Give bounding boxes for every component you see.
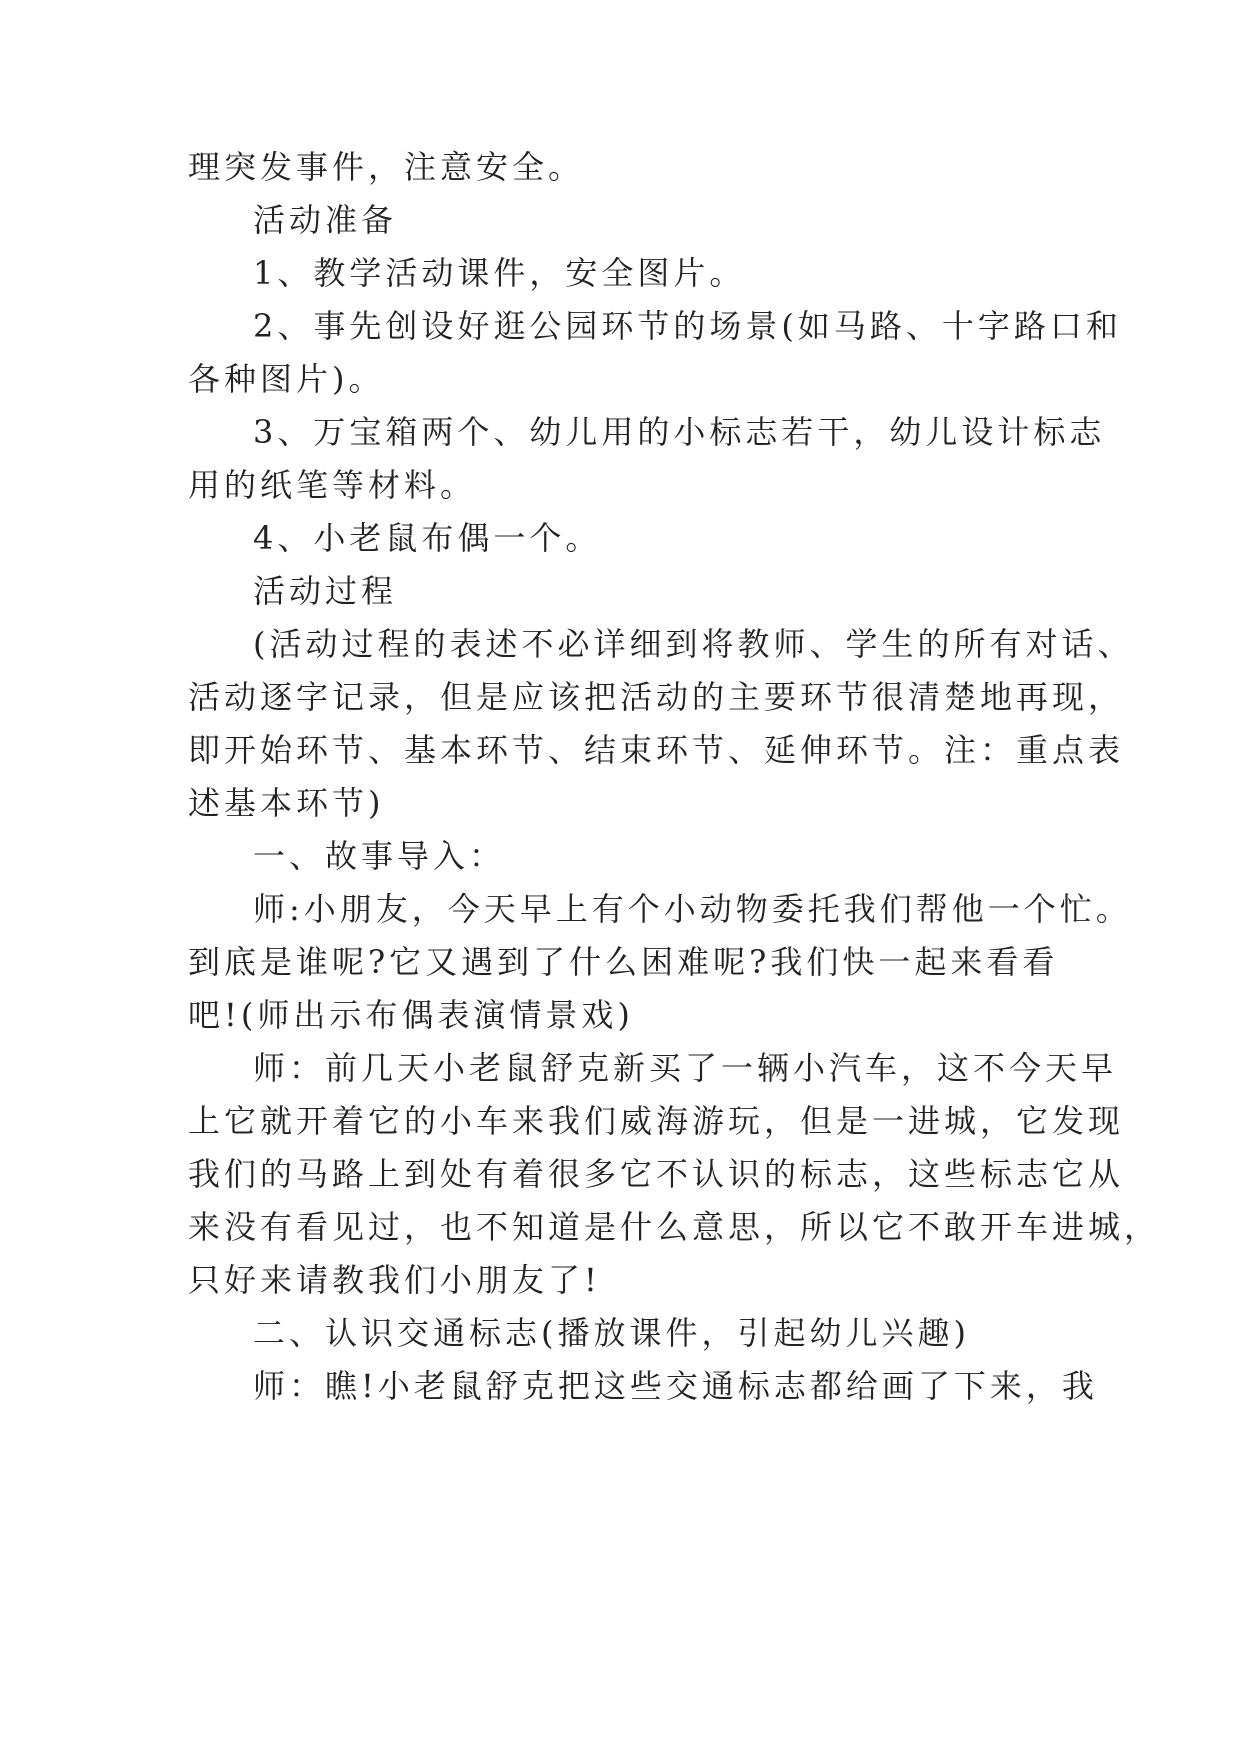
text-line: 吧!(师出示布偶表演情景戏) (188, 996, 634, 1034)
text-line: (活动过程的表述不必详细到将教师、学生的所有对话、 (253, 625, 1134, 663)
text-line: 用的纸笔等材料。 (188, 466, 477, 504)
text-line: 各种图片)。 (188, 360, 385, 398)
text-line: 3、万宝箱两个、幼儿用的小标志若干，幼儿设计标志 (253, 413, 1106, 451)
section-heading: 一、故事导入： (253, 837, 506, 875)
text-line: 述基本环节) (188, 784, 385, 822)
text-line: 4、小老鼠布偶一个。 (253, 519, 602, 557)
section-heading: 活动过程 (253, 572, 398, 610)
text-line: 即开始环节、基本环节、结束环节、延伸环节。注：重点表 (188, 731, 1125, 769)
text-line: 1、教学活动课件，安全图片。 (253, 254, 746, 292)
text-line: 师：前几天小老鼠舒克新买了一辆小汽车，这不今天早 (253, 1049, 1118, 1087)
text-line: 我们的马路上到处有着很多它不认识的标志，这些标志它从 (188, 1155, 1125, 1193)
text-line: 师:小朋友，今天早上有个小动物委托我们帮他一个忙。 (253, 890, 1132, 928)
text-line: 活动逐字记录，但是应该把活动的主要环节很清楚地再现， (188, 678, 1125, 716)
text-line: 理突发事件，注意安全。 (188, 148, 585, 186)
section-heading: 二、认识交通标志(播放课件，引起幼儿兴趣) (253, 1314, 970, 1352)
text-line: 上它就开着它的小车来我们威海游玩，但是一进城，它发现 (188, 1102, 1125, 1140)
text-line: 来没有看见过，也不知道是什么意思，所以它不敢开车进城， (188, 1208, 1161, 1246)
text-line: 2、事先创设好逛公园环节的场景(如马路、十字路口和 (253, 307, 1122, 345)
text-line: 到底是谁呢?它又遇到了什么困难呢?我们快一起来看看 (188, 943, 1059, 981)
text-line: 师：瞧!小老鼠舒克把这些交通标志都给画了下来，我 (253, 1367, 1098, 1405)
text-line: 只好来请教我们小朋友了! (188, 1261, 601, 1299)
section-heading: 活动准备 (253, 201, 398, 239)
